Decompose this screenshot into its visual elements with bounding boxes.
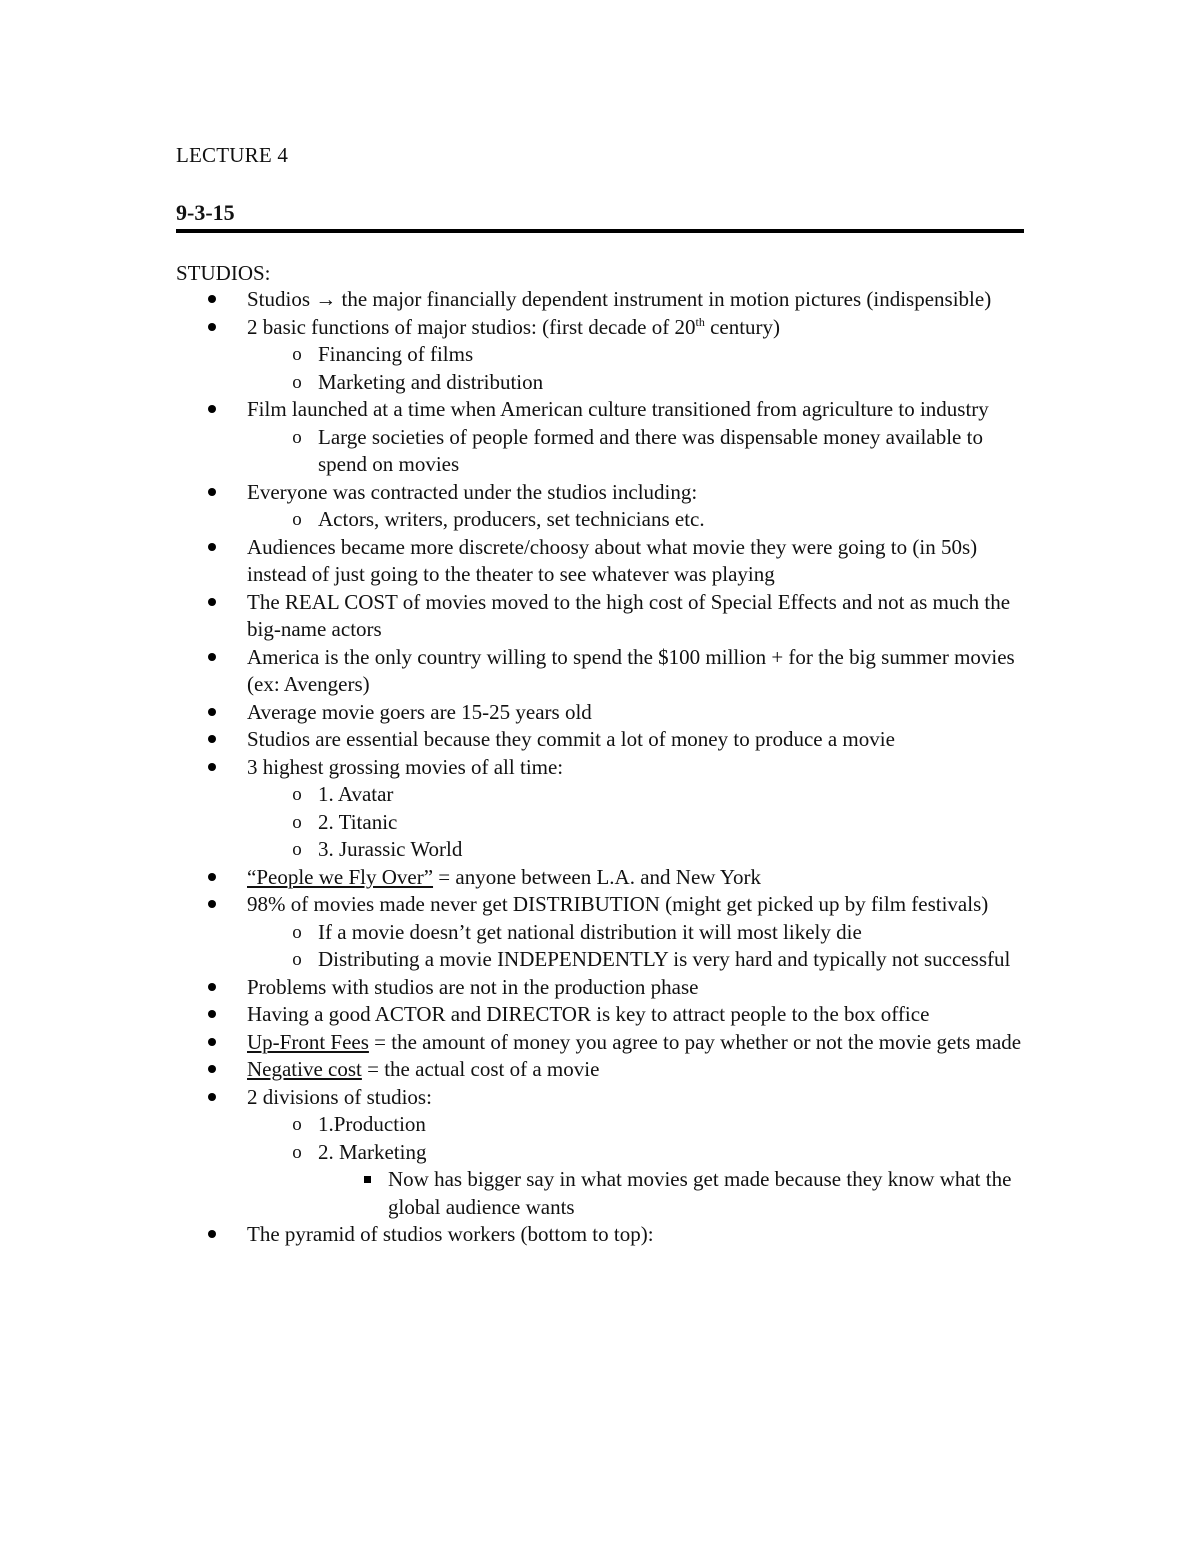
bullet-icon [176,699,247,727]
list-item-text: Average movie goers are 15-25 years old [247,699,592,724]
list-item [176,919,1036,947]
list-item-text: The pyramid of studios workers (bottom to top): [247,1222,654,1246]
list-item-text: 98% of movies made never get DISTRIBUTION (might get picked up by film festivals) [247,892,989,916]
list-item [176,946,1036,974]
underlined-term: Up-Front Fees [247,1029,369,1054]
list-item-text: Large societies of people formed and there was dispensable money available to spend on movies [318,424,983,476]
sub-bullet-icon: o [292,1141,302,1163]
list-item [176,1139,1036,1167]
superscript: th [695,314,705,329]
sub-bullet-icon: o [292,344,302,365]
list-item-text: Audiences became more discrete/choosy about what movie they were going to (in 50s) instead of just going to the theater to see whatever was playing [247,534,978,586]
bullet-icon [176,286,247,314]
list-item [176,891,1036,919]
list-item-text [247,1029,1027,1057]
list-item-text: Everyone was contracted under the studios including: [247,479,698,504]
bullet-icon [176,864,247,892]
bullet-icon [176,1001,247,1029]
list-item-text [247,1056,1027,1084]
list-item-text: If a movie doesn’t get national distribution it will most likely die [318,919,862,944]
bullet-icon [176,1029,247,1057]
list-item-text: 3 highest grossing movies of all time: [247,754,564,779]
list-item-text: Having a good ACTOR and DIRECTOR is key to attract people to the box office [247,1002,930,1026]
text-part: 2 basic functions of major studios: (first decade of 20 [247,314,696,339]
bullet-icon [176,479,247,507]
bullet-icon [176,1221,247,1249]
list-item [176,506,1036,534]
list-item-text: 2 divisions of studios: [247,1084,432,1109]
bullet-icon [176,314,247,342]
bullet-icon [176,396,247,424]
list-item [176,699,1036,727]
list-item-text: 3. Jurassic World [318,837,463,861]
list-item [176,1084,1036,1112]
list-item-text: 2. Titanic [318,809,398,834]
list-item-text: Film launched at a time when American culture transitioned from agriculture to industry [247,397,989,421]
text-part: century) [704,314,781,339]
bullet-icon [176,726,247,754]
list-item-text: 1. Avatar [318,782,394,806]
sub-bullet-icon: o [292,839,302,860]
sub-bullet-icon: o [292,949,302,970]
underlined-term: “People we Fly Over” [247,864,434,889]
list-item-text [247,864,1027,892]
list-item [176,1001,1036,1029]
sub-bullet-icon: o [292,426,302,448]
list-item [176,369,1036,397]
list-item-text: 2. Marketing [318,1139,427,1164]
text-part: = the actual cost of a movie [361,1057,600,1081]
lecture-heading: LECTURE 4 [176,143,289,167]
sub-bullet-icon: o [292,811,302,833]
list-item-text: Now has bigger say in what movies get made because they know what the global audience wants [388,1167,1012,1219]
text-part: = the amount of money you agree to pay whether or not the movie gets made [368,1029,1022,1054]
list-item [176,781,1036,809]
sub-bullet-icon: o [292,1114,302,1135]
list-item [176,1056,1036,1084]
sub-bullet-icon: o [292,784,302,805]
list-item [176,974,1036,1002]
sub-bullet-icon: o [292,921,302,943]
list-item-text: Marketing and distribution [318,369,544,394]
list-item [176,809,1036,837]
list-item-text: 1.Production [318,1112,426,1136]
sub-bullet-icon: o [292,371,302,393]
list-item-text: America is the only country willing to spend the $100 million + for the big summer movies (ex: Avengers) [247,644,1015,696]
list-item [176,534,1036,589]
text-part: = anyone between L.A. and New York [433,864,761,889]
notes-list [176,286,1036,1249]
list-item [176,589,1036,644]
list-item-text: Financing of films [318,342,474,366]
square-bullet-icon [346,1166,388,1221]
list-item [176,726,1036,754]
list-item [176,314,1036,342]
list-item-text: Studios are essential because they commit a lot of money to produce a movie [247,727,895,751]
bullet-icon [176,1084,247,1112]
list-item-text: Problems with studios are not in the production phase [247,974,699,999]
bullet-icon [176,534,247,589]
underlined-term: Negative cost [247,1057,362,1081]
list-item [176,754,1036,782]
bullet-icon [176,1056,247,1084]
sub-bullet-icon: o [292,509,302,530]
list-item [176,836,1036,864]
list-item-text [247,314,1027,342]
bullet-icon [176,644,247,699]
list-item [176,424,1036,479]
list-item [176,1029,1036,1057]
list-item [176,479,1036,507]
list-item [176,644,1036,699]
list-item [176,396,1036,424]
list-item [176,286,1036,314]
heading-rule [176,229,1024,233]
bullet-icon [176,974,247,1002]
list-item [176,1221,1036,1249]
date-heading: 9-3-15 [176,200,235,225]
list-item [176,341,1036,369]
list-item-text: The REAL COST of movies moved to the high cost of Special Effects and not as much the big-name actors [247,589,1011,641]
bullet-icon [176,891,247,919]
list-item [176,864,1036,892]
list-item [176,1166,1036,1221]
section-title: STUDIOS: [176,261,271,285]
bullet-icon [176,754,247,782]
list-item-text: Studios → the major financially dependent instrument in motion pictures (indispensible) [247,287,992,311]
list-item-text: Distributing a movie INDEPENDENTLY is very hard and typically not successful [318,947,1011,971]
list-item [176,1111,1036,1139]
bullet-icon [176,589,247,644]
list-item-text: Actors, writers, producers, set technicians etc. [318,507,705,531]
